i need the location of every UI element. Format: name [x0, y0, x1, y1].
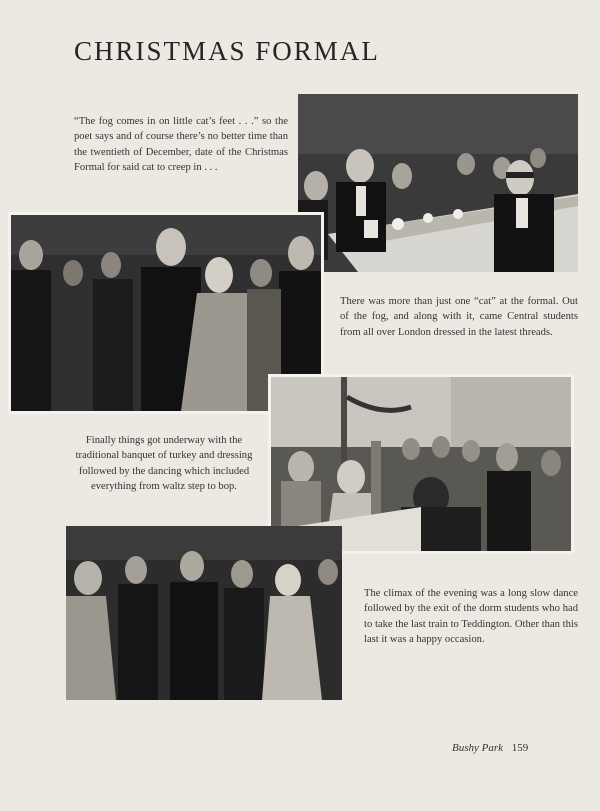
- cat-paragraph: There was more than just one “cat” at the formal. Out of the fog, and along with it, came Central students from all over London dressed in the latest threads.: [340, 296, 578, 338]
- banquet-table-photo: [298, 94, 578, 272]
- page-title: CHRISTMAS FORMAL: [74, 36, 380, 66]
- footer-school-name: Bushy Park: [452, 742, 504, 754]
- climax-paragraph: The climax of the evening was a long slow dance followed by the exit of the dorm students who had to take the last train to Teddington. Other than this last it was a happy occasion.: [364, 588, 578, 646]
- intro-paragraph: “The fog comes in on little cat’s feet . . .” so the poet says and of course there’s no better time than the twentieth of December, date of the Christmas Formal for said cat to creep in . . .: [74, 116, 288, 174]
- banquet-paragraph: Finally things got underway with the traditional banquet of turkey and dressing followed by the dancing which included everything from waltz step to bop.: [75, 435, 253, 493]
- slow-dance-photo: [66, 526, 342, 700]
- page-number: 159: [511, 742, 529, 754]
- page-footer: [452, 742, 528, 754]
